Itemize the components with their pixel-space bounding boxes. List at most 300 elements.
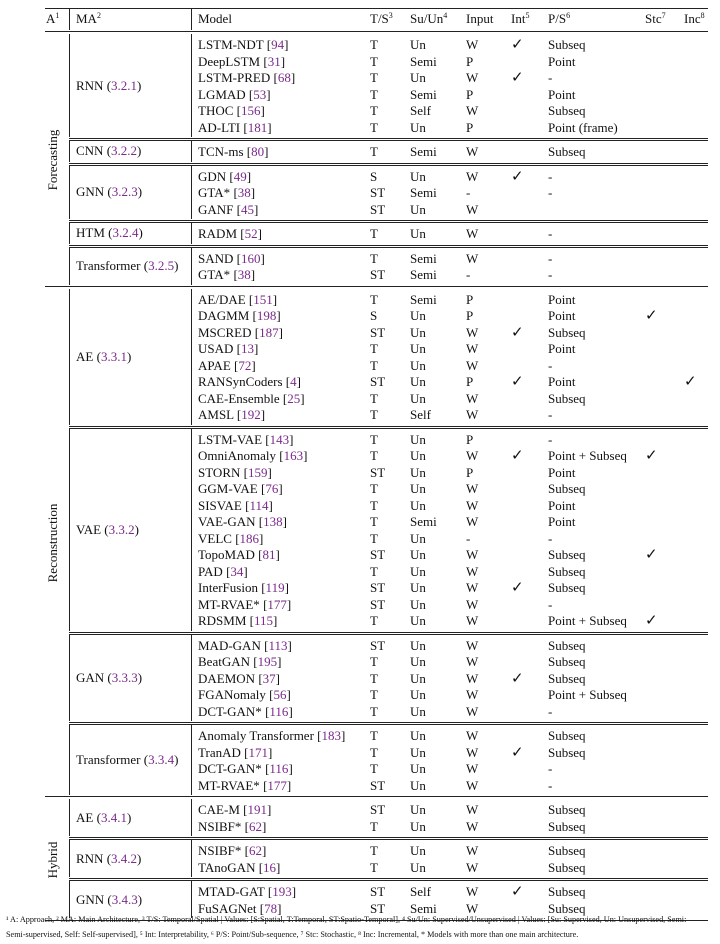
model-name — [198, 564, 248, 580]
column-divider — [191, 635, 192, 722]
header-input — [466, 11, 493, 27]
citation-link[interactable]: 198 — [256, 308, 277, 323]
paren: ( — [103, 143, 112, 159]
paren: ( — [93, 809, 101, 825]
bracket: [ — [233, 201, 241, 217]
bracket: [ — [230, 267, 238, 282]
header-stochastic — [645, 11, 666, 27]
temporal-spatial-value: T — [370, 103, 378, 118]
input-value: W — [466, 703, 479, 719]
bracket: [ — [240, 119, 248, 135]
supervision-value: Un — [410, 728, 426, 743]
point-subseq-value: Subseq — [548, 580, 586, 595]
bracket: ] — [251, 357, 256, 373]
supervision-value: Un — [410, 390, 426, 406]
citation-link[interactable]: 62 — [248, 843, 262, 858]
footnote-mark: 5 — [525, 11, 530, 20]
bracket: ] — [278, 481, 283, 496]
header-model — [198, 11, 232, 27]
rule-line — [69, 163, 708, 164]
model-name — [198, 687, 291, 703]
section-link[interactable]: 3.2.5 — [148, 258, 175, 273]
model-label: DAGMM — [198, 308, 250, 323]
bracket: ] — [257, 226, 262, 241]
bracket: ] — [286, 596, 292, 612]
paren: ( — [104, 184, 112, 200]
paren: ) — [126, 809, 132, 825]
point-subseq-value: Subseq — [548, 390, 586, 406]
supervision-value: Semi — [410, 144, 437, 159]
citation-link[interactable]: 94 — [271, 37, 285, 52]
bracket: [ — [240, 464, 248, 480]
section-link[interactable]: 3.3.1 — [100, 348, 127, 364]
input-value: W — [466, 843, 479, 858]
citation-link[interactable]: 72 — [238, 357, 252, 373]
model-label: OmniAnomaly — [198, 448, 276, 463]
bracket: [ — [233, 250, 241, 266]
model-name — [198, 226, 262, 242]
temporal-spatial-value: T — [370, 144, 378, 159]
supervision-value: Self — [410, 103, 431, 118]
bracket: [ — [241, 497, 250, 513]
supervision-value: Un — [410, 637, 426, 653]
temporal-spatial-value: T — [370, 119, 378, 135]
input-value: W — [466, 900, 479, 916]
column-divider — [69, 141, 70, 162]
supervision-value: Un — [410, 547, 426, 562]
citation-link[interactable]: 171 — [248, 744, 268, 760]
section-link[interactable]: 3.3.4 — [148, 752, 175, 767]
input-value: P — [466, 464, 474, 480]
model-label: LSTM-NDT — [198, 37, 264, 52]
model-name — [198, 514, 287, 530]
column-divider — [191, 166, 192, 220]
bracket: [ — [222, 563, 231, 579]
point-subseq-value: Point — [548, 514, 576, 529]
supervision-value: Un — [410, 448, 426, 463]
column-divider — [191, 840, 192, 877]
supervision-value: Un — [410, 357, 426, 373]
architecture-label — [76, 225, 143, 241]
model-label: RADM — [198, 226, 238, 241]
bracket: ] — [260, 250, 265, 266]
point-subseq-value: Subseq — [548, 843, 586, 858]
model-label: GGM-VAE — [198, 481, 258, 496]
input-value: W — [466, 744, 479, 760]
architecture-name: CNN — [76, 143, 104, 159]
input-value: W — [466, 481, 479, 496]
bracket: ] — [272, 291, 278, 307]
rule-line — [69, 165, 708, 166]
header-main-architecture — [76, 11, 101, 27]
temporal-spatial-value: T — [370, 670, 378, 686]
citation-link[interactable]: 163 — [283, 448, 304, 463]
bracket: [ — [249, 308, 257, 323]
model-name — [198, 884, 296, 900]
model-label: PAD — [198, 563, 223, 579]
model-name — [198, 87, 271, 103]
citation-link[interactable]: 177 — [267, 777, 287, 793]
paren: ) — [126, 348, 132, 364]
point-subseq-value: - — [548, 431, 553, 447]
bracket: ] — [276, 859, 281, 875]
header-label: Stc — [645, 11, 662, 26]
point-subseq-value: - — [548, 407, 553, 422]
input-value: W — [466, 818, 479, 834]
temporal-spatial-value: T — [370, 761, 378, 776]
temporal-spatial-value: T — [370, 687, 378, 702]
citation-link[interactable]: 49 — [233, 168, 247, 184]
citation-link[interactable]: 13 — [241, 341, 254, 356]
bracket: ] — [284, 37, 289, 52]
citation-link[interactable]: 81 — [262, 547, 276, 562]
point-subseq-value: Point — [548, 53, 576, 69]
bracket: ] — [290, 70, 296, 85]
input-value: P — [466, 291, 474, 307]
citation-link[interactable]: 191 — [247, 802, 267, 817]
rule-line — [69, 839, 708, 840]
point-subseq-value: Subseq — [548, 563, 586, 579]
stochastic-check-icon: ✓ — [645, 611, 658, 629]
input-value: W — [466, 324, 479, 340]
point-subseq-value: Subseq — [548, 654, 586, 669]
temporal-spatial-value: T — [370, 37, 378, 52]
model-label: TranAD — [198, 744, 241, 760]
citation-link[interactable]: 62 — [248, 818, 262, 834]
column-divider — [191, 881, 192, 918]
model-name — [198, 802, 271, 818]
bracket: ] — [250, 185, 256, 200]
bracket: ] — [341, 728, 346, 743]
bracket: [ — [239, 802, 248, 817]
model-label: TAnoGAN — [198, 859, 256, 875]
point-subseq-value: Subseq — [548, 744, 586, 760]
interpretability-check-icon: ✓ — [511, 35, 524, 53]
citation-link[interactable]: 193 — [272, 884, 292, 899]
section-link[interactable]: 3.4.3 — [111, 891, 138, 907]
model-label: LSTM-PRED — [198, 70, 271, 85]
input-value: W — [466, 201, 479, 217]
bracket: ] — [275, 547, 280, 562]
header-label: T/S — [370, 11, 389, 26]
bracket: [ — [260, 53, 268, 69]
bracket: ] — [267, 744, 273, 760]
input-value: - — [466, 267, 471, 282]
input-value: W — [466, 563, 479, 579]
column-divider — [191, 289, 192, 425]
input-value: W — [466, 103, 479, 118]
bracket: [ — [243, 144, 252, 159]
interpretability-check-icon: ✓ — [511, 742, 524, 761]
model-name — [198, 638, 292, 654]
model-name — [198, 374, 301, 390]
input-value: W — [466, 859, 479, 875]
citation-link[interactable]: 38 — [237, 267, 251, 282]
input-value: P — [466, 53, 474, 69]
model-name — [198, 704, 293, 720]
citation-link[interactable]: 116 — [269, 703, 289, 719]
model-name — [198, 169, 251, 185]
model-label: GANF — [198, 201, 234, 217]
citation-link[interactable]: 181 — [247, 119, 268, 135]
model-name — [198, 613, 277, 629]
citation-link[interactable]: 159 — [247, 464, 268, 480]
citation-link[interactable]: 114 — [249, 497, 269, 513]
paren: ( — [93, 348, 101, 364]
interpretability-check-icon: ✓ — [511, 68, 524, 86]
column-divider — [191, 725, 192, 795]
temporal-spatial-value: T — [370, 703, 378, 719]
bracket: ] — [286, 687, 291, 702]
column-divider — [191, 223, 192, 244]
rule-line — [69, 222, 708, 223]
input-value: W — [466, 390, 479, 406]
header-temporal-spatial — [370, 11, 393, 27]
citation-link[interactable]: 187 — [259, 324, 279, 340]
section-link[interactable]: 3.4.2 — [111, 850, 138, 866]
model-label: CAE-Ensemble — [198, 390, 280, 406]
bracket: [ — [260, 637, 269, 653]
citation-link[interactable]: 116 — [269, 761, 289, 776]
model-label: TopoMAD — [198, 547, 255, 562]
model-name — [198, 448, 307, 464]
interpretability-check-icon: ✓ — [511, 446, 524, 464]
input-value: W — [466, 168, 479, 184]
model-name — [198, 860, 280, 876]
paren: ( — [101, 521, 109, 537]
citation-link[interactable]: 34 — [230, 563, 244, 579]
point-subseq-value: Subseq — [548, 670, 586, 686]
footnote-mark: 6 — [566, 11, 571, 20]
rule-line — [69, 634, 708, 635]
input-value: W — [466, 70, 479, 85]
bracket: [ — [257, 481, 266, 496]
architecture-label — [76, 258, 178, 274]
citation-link[interactable]: 177 — [267, 596, 287, 612]
model-label: THOC — [198, 103, 234, 118]
citation-link[interactable]: 183 — [321, 728, 342, 743]
model-name — [198, 547, 280, 563]
stochastic-check-icon: ✓ — [645, 306, 658, 324]
temporal-spatial-value: S — [370, 168, 378, 184]
paren: ( — [103, 850, 112, 866]
citation-link[interactable]: 53 — [253, 86, 267, 102]
temporal-spatial-value: T — [370, 497, 378, 513]
architecture-label — [76, 349, 131, 365]
bracket: ] — [260, 407, 266, 422]
supervision-value: Semi — [410, 53, 437, 69]
input-value: W — [466, 357, 479, 373]
section-link[interactable]: 3.2.1 — [111, 77, 138, 93]
supervision-value: Un — [410, 654, 426, 669]
paren: ( — [103, 77, 112, 93]
bracket: ] — [300, 390, 305, 406]
citation-link[interactable]: 119 — [265, 580, 285, 595]
citation-link[interactable]: 76 — [265, 481, 279, 496]
citation-link[interactable]: 16 — [263, 859, 277, 875]
input-value: W — [466, 670, 479, 686]
model-name — [198, 761, 293, 777]
citation-link[interactable]: 52 — [244, 226, 258, 241]
model-name — [198, 391, 305, 407]
section-link[interactable]: 3.4.1 — [100, 809, 127, 825]
rule-line — [69, 722, 708, 723]
temporal-spatial-value: ST — [370, 547, 386, 562]
model-label: Anomaly Transformer — [198, 728, 314, 743]
temporal-spatial-value: T — [370, 407, 378, 422]
temporal-spatial-value: ST — [370, 185, 386, 200]
bracket: ] — [303, 448, 308, 463]
citation-link[interactable]: 4 — [290, 374, 297, 389]
paren: ( — [140, 752, 149, 767]
citation-link[interactable]: 45 — [241, 201, 254, 217]
point-subseq-value: - — [548, 530, 553, 546]
column-divider — [69, 248, 70, 285]
model-name — [198, 308, 281, 324]
paren: ) — [137, 891, 143, 907]
header-approach — [46, 11, 59, 27]
citation-link[interactable]: 68 — [277, 70, 291, 85]
point-subseq-value: Point + Subseq — [548, 687, 627, 702]
model-name — [198, 597, 291, 613]
citation-link[interactable]: 138 — [263, 514, 283, 529]
bracket: ] — [268, 497, 273, 513]
input-value: W — [466, 761, 479, 776]
stochastic-check-icon: ✓ — [645, 545, 658, 563]
model-label: InterFusion — [198, 580, 258, 595]
bracket: [ — [270, 70, 278, 85]
bracket: ] — [276, 308, 281, 323]
bracket: ] — [260, 103, 265, 118]
header-label: Model — [198, 11, 232, 26]
architecture-label — [76, 892, 142, 908]
temporal-spatial-value: T — [370, 728, 378, 743]
section-link[interactable]: 3.2.4 — [112, 225, 139, 241]
paren: ) — [174, 258, 179, 273]
supervision-value: Un — [410, 324, 426, 340]
supervision-value: Un — [410, 530, 426, 546]
bracket: [ — [255, 514, 264, 529]
citation-link[interactable]: 186 — [239, 530, 260, 546]
temporal-spatial-value: T — [370, 843, 378, 858]
citation-link[interactable]: 195 — [257, 654, 278, 669]
input-value: W — [466, 448, 479, 463]
section-link[interactable]: 3.2.2 — [111, 143, 138, 159]
citation-link[interactable]: 78 — [264, 900, 278, 916]
paren: ( — [104, 225, 113, 241]
bracket: ] — [243, 563, 248, 579]
input-value: W — [466, 226, 479, 241]
footnote-mark: 2 — [96, 11, 101, 20]
interpretability-check-icon: ✓ — [511, 322, 524, 341]
citation-link[interactable]: 38 — [237, 185, 251, 200]
bracket: ] — [266, 86, 271, 102]
point-subseq-value: Subseq — [548, 900, 586, 916]
supervision-value: Semi — [410, 900, 437, 916]
rule-line — [69, 837, 708, 838]
point-subseq-value: - — [548, 168, 553, 184]
point-subseq-value: Subseq — [548, 859, 586, 875]
supervision-value: Un — [410, 777, 426, 793]
citation-link[interactable]: 151 — [253, 291, 273, 307]
temporal-spatial-value: ST — [370, 464, 386, 480]
header-label: MA — [76, 11, 97, 26]
model-label: DAEMON — [198, 670, 256, 686]
bracket: ] — [261, 818, 267, 834]
bracket: [ — [233, 341, 241, 356]
approach-label: Hybrid — [45, 841, 60, 878]
citation-link[interactable]: 37 — [262, 670, 276, 686]
point-subseq-value: Point — [548, 374, 576, 389]
citation-link[interactable]: 143 — [269, 431, 290, 447]
citation-link[interactable]: 80 — [251, 144, 265, 159]
citation-link[interactable]: 25 — [287, 390, 301, 406]
architecture-label — [76, 143, 141, 159]
bracket: [ — [261, 761, 270, 776]
bracket: [ — [241, 818, 249, 834]
citation-link[interactable]: 192 — [241, 407, 261, 422]
footnote-line: Semi-supervised, Self: Self-supervised], ⁵ Int: Interpretability, ⁶ P/S: Point/Sub-sequence, ⁷ Stc: Stochastic, ⁸ Inc: Incremental, * Models with more than one main architecture. — [6, 930, 579, 939]
bracket: ] — [254, 341, 259, 356]
point-subseq-value: - — [548, 596, 553, 612]
temporal-spatial-value: ST — [370, 802, 386, 817]
supervision-value: Un — [410, 464, 426, 480]
interpretability-check-icon: ✓ — [511, 668, 524, 687]
point-subseq-value: - — [548, 226, 553, 241]
citation-link[interactable]: 156 — [240, 103, 261, 118]
point-subseq-value: - — [548, 703, 553, 719]
point-subseq-value: - — [548, 777, 553, 793]
citation-link[interactable]: 56 — [273, 687, 287, 702]
citation-link[interactable]: 113 — [268, 637, 288, 653]
supervision-value: Un — [410, 613, 426, 628]
header-label: Inc — [684, 11, 701, 26]
incremental-check-icon: ✓ — [684, 372, 697, 390]
bracket: ] — [280, 53, 286, 69]
bracket: [ — [230, 185, 238, 200]
point-subseq-value: - — [548, 250, 553, 266]
temporal-spatial-value: ST — [370, 267, 386, 282]
footnote-mark: 4 — [443, 11, 448, 20]
citation-link[interactable]: 160 — [241, 250, 261, 266]
architecture-label — [76, 851, 141, 867]
footnote-mark: 7 — [661, 11, 666, 20]
citation-link[interactable]: 115 — [254, 613, 274, 628]
model-label: SAND — [198, 250, 234, 266]
input-value: W — [466, 613, 479, 628]
input-value: P — [466, 308, 474, 323]
section-link[interactable]: 3.3.2 — [108, 521, 135, 537]
model-label: GDN — [198, 168, 227, 184]
column-divider — [69, 289, 70, 425]
model-name — [198, 481, 283, 497]
model-name — [198, 185, 255, 201]
model-name — [198, 325, 283, 341]
bracket: ] — [288, 703, 293, 719]
rule-line — [69, 220, 708, 221]
input-value: - — [466, 530, 471, 546]
section-link[interactable]: 3.2.3 — [111, 184, 138, 200]
supervision-value: Un — [410, 374, 426, 389]
supervision-value: Un — [410, 168, 426, 184]
section-link[interactable]: 3.3.3 — [111, 669, 138, 685]
input-value: W — [466, 884, 479, 899]
temporal-spatial-value: ST — [370, 374, 386, 389]
temporal-spatial-value: T — [370, 250, 378, 266]
citation-link[interactable]: 31 — [267, 53, 281, 69]
bracket: [ — [264, 884, 273, 899]
model-label: USAD — [198, 341, 234, 356]
